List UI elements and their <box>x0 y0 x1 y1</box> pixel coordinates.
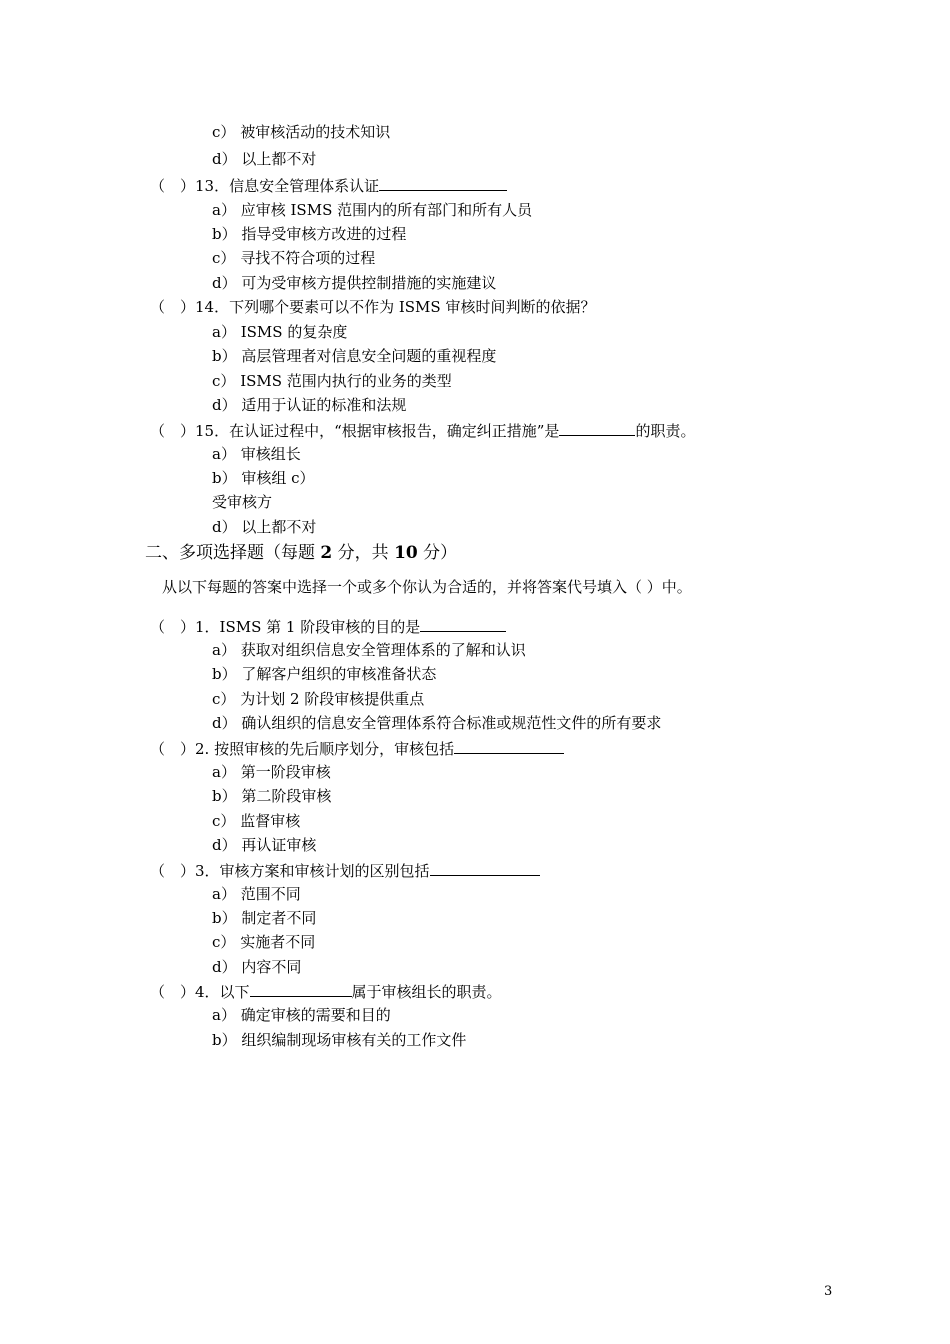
option-d: d） 以上都不对 <box>212 518 317 536</box>
question-15: （ ）15．在认证过程中，“根据审核报告，确定纠正措施”是 的职责。 <box>150 422 696 440</box>
option-d: d） 可为受审核方提供控制措施的实施建议 <box>212 274 497 292</box>
option-a: a） 第一阶段审核 <box>212 763 331 781</box>
option-c: c） 寻找不符合项的过程 <box>212 249 376 267</box>
option-b: b） 第二阶段审核 <box>212 787 332 805</box>
answer-blank <box>559 420 635 436</box>
option-a: a） 确定审核的需要和目的 <box>212 1006 391 1024</box>
option-b: b） 审核组 c） <box>212 469 315 487</box>
answer-blank <box>430 860 540 876</box>
option-a: a） 范围不同 <box>212 885 301 903</box>
question-m4: （ ）4．以下 属于审核组长的职责。 <box>150 983 502 1001</box>
option-d: d） 适用于认证的标准和法规 <box>212 396 407 414</box>
option-c: c） 实施者不同 <box>212 933 316 951</box>
answer-blank <box>250 981 352 997</box>
option-b: b） 制定者不同 <box>212 909 317 927</box>
answer-blank <box>454 738 564 754</box>
option-b: b） 高层管理者对信息安全问题的重视程度 <box>212 347 497 365</box>
option-c: c） ISMS 范围内执行的业务的类型 <box>212 372 452 390</box>
option-d: d） 内容不同 <box>212 958 302 976</box>
option-c: c） 被审核活动的技术知识 <box>212 123 391 141</box>
option-d: d） 再认证审核 <box>212 836 317 854</box>
option-d: d） 以上都不对 <box>212 150 317 168</box>
option-a: a） 应审核 ISMS 范围内的所有部门和所有人员 <box>212 201 533 219</box>
option-a: a） 审核组长 <box>212 445 301 463</box>
page-number: 3 <box>824 1284 833 1299</box>
question-m1: （ ）1．ISMS 第 1 阶段审核的目的是 <box>150 616 506 637</box>
answer-blank <box>379 175 507 191</box>
option-b: b） 指导受审核方改进的过程 <box>212 225 407 243</box>
question-13: （ ）13．信息安全管理体系认证 <box>150 175 507 196</box>
option-a: a） 获取对组织信息安全管理体系的了解和认识 <box>212 641 526 659</box>
option-c: c） 为计划 2 阶段审核提供重点 <box>212 690 425 708</box>
option-c-wrapped: 受审核方 <box>212 493 273 511</box>
answer-blank <box>420 616 506 632</box>
question-m2: （ ）2. 按照审核的先后顺序划分，审核包括 <box>150 738 564 759</box>
option-c: c） 监督审核 <box>212 812 301 830</box>
section-heading: 二、多项选择题（每题 2 分，共 10 分） <box>145 543 458 563</box>
question-m3: （ ）3．审核方案和审核计划的区别包括 <box>150 860 540 881</box>
option-a: a） ISMS 的复杂度 <box>212 323 348 341</box>
section-instruction: 从以下每题的答案中选择一个或多个你认为合适的，并将答案代号填入（ ）中。 <box>162 578 692 596</box>
option-b: b） 组织编制现场审核有关的工作文件 <box>212 1031 467 1049</box>
option-b: b） 了解客户组织的审核准备状态 <box>212 665 437 683</box>
question-14: （ ）14．下列哪个要素可以不作为 ISMS 审核时间判断的依据？ <box>150 298 596 316</box>
option-d: d） 确认组织的信息安全管理体系符合标准或规范性文件的所有要求 <box>212 714 662 732</box>
